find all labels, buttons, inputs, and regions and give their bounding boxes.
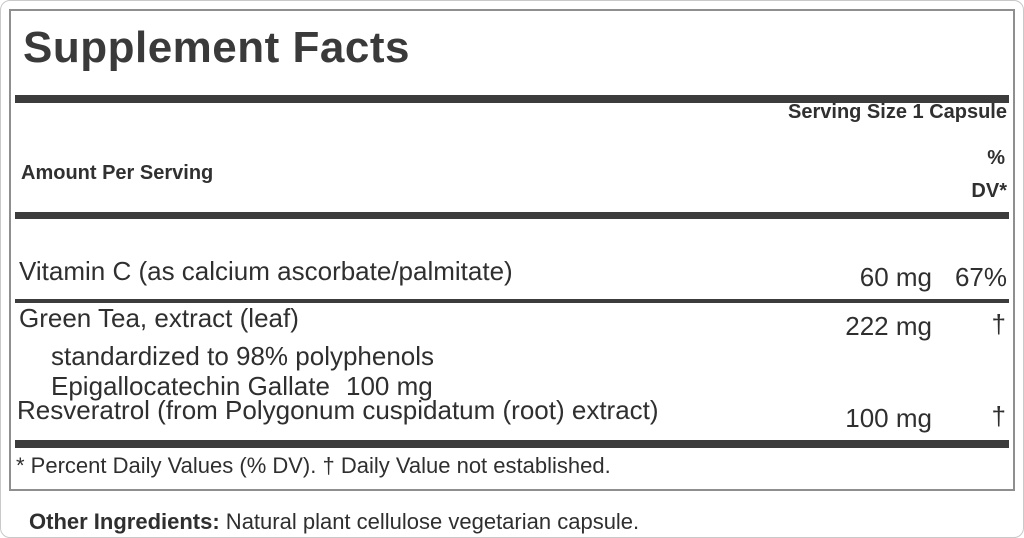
panel-title: Supplement Facts — [23, 23, 410, 72]
dv-column-header-percent: % — [987, 147, 1005, 169]
amount-per-serving-header: Amount Per Serving — [21, 162, 214, 184]
ingredient-dv-resveratrol: † — [991, 401, 1006, 431]
other-ingredients-text: Natural plant cellulose vegetarian capsule. — [219, 509, 640, 534]
serving-size: Serving Size 1 Capsule — [788, 101, 1007, 123]
green-tea-egcg-amount: 100 mg — [346, 371, 433, 401]
ingredient-dv-vitamin-c: 67% — [954, 262, 1007, 292]
ingredient-dv-green-tea: † — [991, 309, 1006, 339]
divider-thick-bottom — [15, 440, 1009, 448]
divider-header — [15, 212, 1009, 219]
supplement-facts-panel — [9, 9, 1015, 491]
ingredient-name-green-tea: Green Tea, extract (leaf) — [19, 303, 299, 333]
dv-column-header-label: DV* — [971, 180, 1007, 202]
ingredient-name-vitamin-c: Vitamin C (as calcium ascorbate/palmitate) — [19, 256, 513, 286]
ingredient-amount-vitamin-c: 60 mg — [859, 262, 932, 292]
ingredient-amount-green-tea: 222 mg — [845, 311, 932, 341]
other-ingredients-line — [29, 509, 639, 535]
ingredient-name-resveratrol: Resveratrol (from Polygonum cuspidatum (root) extract) — [17, 395, 659, 425]
green-tea-egcg-label: Epigallocatechin Gallate — [51, 371, 330, 401]
other-ingredients-label: Other Ingredients: — [29, 509, 220, 534]
ingredient-amount-resveratrol: 100 mg — [845, 403, 932, 433]
green-tea-standardization-note: standardized to 98% polyphenols — [51, 341, 435, 371]
daily-value-footnote: * Percent Daily Values (% DV). † Daily Value not established. — [16, 453, 611, 478]
